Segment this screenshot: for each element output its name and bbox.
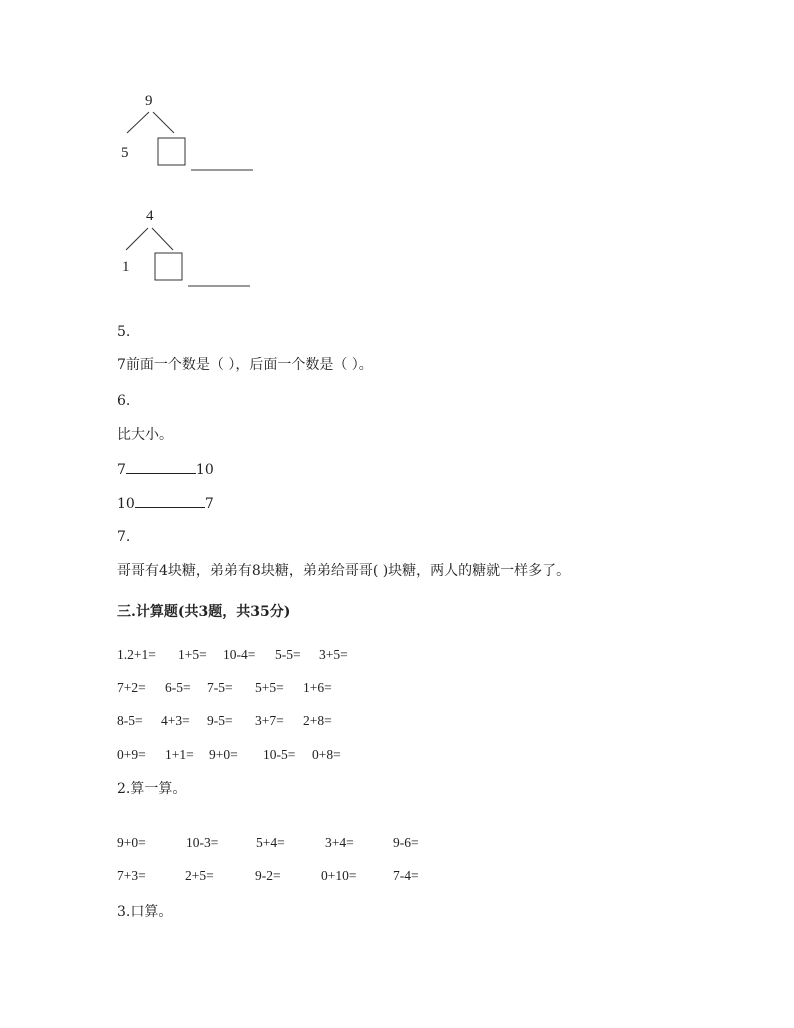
question-7-number: 7. [117, 529, 131, 545]
question-5-text: 7前面一个数是（ ），后面一个数是（ ）。 [117, 357, 373, 373]
calc-item: 1+5= [178, 647, 207, 662]
compare-right-value: 7 [204, 496, 214, 512]
tree-left-number: 5 [121, 145, 129, 161]
calc1-row-3 [117, 714, 332, 728]
calc-item: 0+9= [117, 747, 146, 762]
tree-top-number: 9 [145, 93, 153, 109]
calc2-row-2 [117, 869, 419, 883]
calc-item: 10-5= [263, 747, 296, 762]
calc3-title: 3.口算。 [117, 904, 173, 920]
calc-item: 10-3= [186, 835, 219, 850]
compare-left-value: 10 [117, 496, 135, 512]
calc-item: 5+5= [255, 680, 284, 695]
calc-item: 2+5= [185, 868, 214, 883]
calc-item: 8-5= [117, 713, 143, 728]
calc-item: 5+4= [256, 835, 285, 850]
answer-box[interactable] [158, 138, 185, 165]
calc1-row-2 [117, 681, 332, 695]
compare-row-2 [117, 496, 214, 511]
calc-item: 0+10= [321, 868, 357, 883]
calc-item: 7-4= [393, 868, 419, 883]
compare-left-value: 7 [117, 462, 126, 478]
question-6-number: 6. [117, 393, 131, 409]
calc1-row-4 [117, 748, 341, 762]
calc-item: 3+4= [325, 835, 354, 850]
calc-item: 3+5= [319, 647, 348, 662]
tree-top-number: 4 [146, 208, 154, 224]
tree-branch-lines [110, 92, 280, 182]
tree-left-number: 1 [122, 259, 130, 275]
compare-right-value: 10 [195, 462, 214, 478]
calc-item: 1+6= [303, 680, 332, 695]
tree-branch-lines [110, 207, 280, 297]
compare-blank[interactable] [135, 496, 205, 508]
calc-item: 4+3= [161, 713, 190, 728]
calc-item: 5-5= [275, 647, 301, 662]
question-6-text: 比大小。 [117, 427, 173, 443]
compare-blank[interactable] [126, 462, 196, 474]
calc-item: 7-5= [207, 680, 233, 695]
calc-item: 6-5= [165, 680, 191, 695]
calc2-title: 2.算一算。 [117, 781, 187, 797]
number-tree-2 [110, 207, 280, 297]
calc-item: 9-2= [255, 868, 281, 883]
calc1-row-1 [117, 648, 348, 662]
calc-item: 9+0= [209, 747, 238, 762]
number-tree-1 [110, 92, 280, 182]
compare-row-1 [117, 462, 214, 477]
question-5-number: 5. [117, 324, 131, 340]
question-7-text: 哥哥有4块糖，弟弟有8块糖，弟弟给哥哥( )块糖，两人的糖就一样多了。 [117, 563, 571, 579]
calc-item: 9+0= [117, 835, 146, 850]
calc2-row-1 [117, 836, 419, 850]
answer-box[interactable] [155, 253, 182, 280]
calc-item: 1+1= [165, 747, 194, 762]
calc-item: 1.2+1= [117, 647, 156, 662]
calc-item: 9-5= [207, 713, 233, 728]
calc-item: 9-6= [393, 835, 419, 850]
calc-item: 0+8= [312, 747, 341, 762]
section-3-title: 三.计算题(共3题，共35分) [117, 604, 291, 620]
calc-item: 7+3= [117, 868, 146, 883]
calc-item: 10-4= [223, 647, 256, 662]
calc-item: 7+2= [117, 680, 146, 695]
calc-item: 3+7= [255, 713, 284, 728]
calc-item: 2+8= [303, 713, 332, 728]
